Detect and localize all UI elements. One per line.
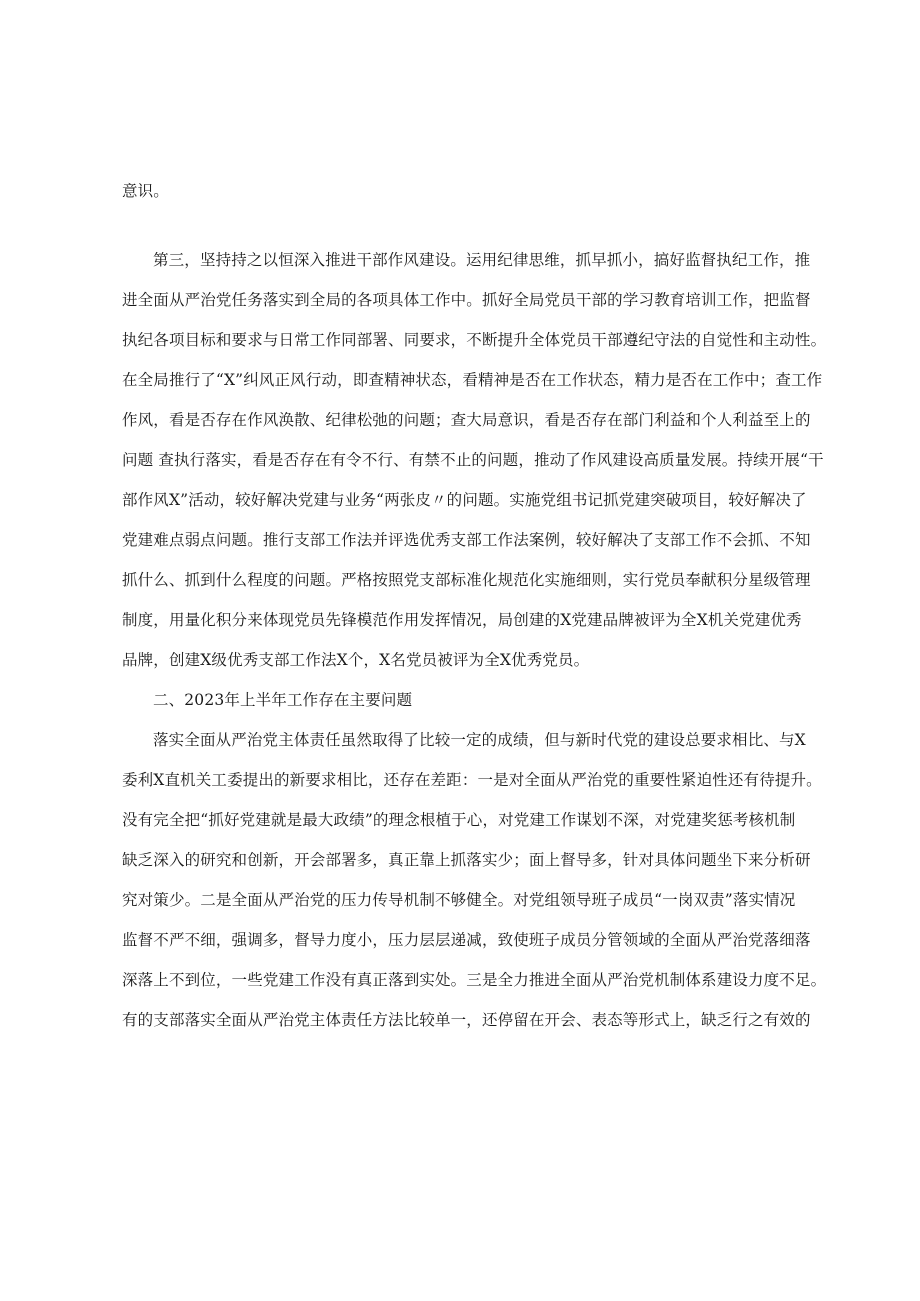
paragraph-first-line: 第三，坚持持之以恒深入推进干部作风建设。运用纪律思维，抓早抓小，搞好监督执纪工作，推 [153, 251, 811, 269]
body-line: 缺乏深入的研究和创新，开会部署多，真正靠上抓落实少；面上督导多，针对具体问题坐下来分析研 [122, 851, 811, 869]
body-line: 没有完全把“抓好党建就是最大政绩”的理念根植于心，对党建工作谋划不深，对党建奖惩考核机制 [122, 811, 796, 829]
body-line: 究对策少。二是全面从严治党的压力传导机制不够健全。对党组领导班子成员“一岗双责”落实情况 [122, 891, 796, 909]
body-line: 制度，用量化积分来体现党员先锋模范作用发挥情况，局创建的X党建品牌被评为全X机关党建优秀 [122, 611, 802, 629]
body-line: 进全面从严治党任务落实到全局的各项具体工作中。抓好全局党员干部的学习教育培训工作，把监督 [122, 291, 811, 309]
body-line: 意识。 [122, 182, 169, 200]
body-line: 在全局推行了“X”纠风正风行动，即查精神状态，看精神是否在工作状态，精力是否在工作中；查工作 [122, 371, 823, 389]
body-line: 执纪各项目标和要求与日常工作同部署、同要求，不断提升全体党员干部遵纪守法的自觉性和主动性。 [122, 331, 827, 349]
body-line: 品牌，创建X级优秀支部工作法X个，X名党员被评为全X优秀党员。 [122, 651, 590, 669]
section-heading: 二、2023年上半年工作存在主要问题 [153, 691, 413, 709]
body-line: 监督不严不细，强调多，督导力度小，压力层层递减，致使班子成员分管领域的全面从严治党落细落 [122, 931, 811, 949]
body-line: 部作风X”活动，较好解决党建与业务“两张皮〃的问题。实施党组书记抓党建突破项目，较好解决了 [122, 491, 807, 509]
body-line: 党建难点弱点问题。推行支部工作法并评选优秀支部工作法案例，较好解决了支部工作不会抓、不知 [122, 531, 811, 549]
body-line: 委利X直机关工委提出的新要求相比，还存在差距：一是对全面从严治党的重要性紧迫性还有待提升。 [122, 771, 822, 789]
body-line: 有的支部落实全面从严治党主体责任方法比较单一，还停留在开会、表态等形式上，缺乏行之有效的 [122, 1011, 811, 1029]
body-line: 作风，看是否存在作风涣散、纪律松弛的问题；查大局意识，看是否存在部门利益和个人利益至上的 [122, 411, 811, 429]
paragraph-first-line: 落实全面从严治党主体责任虽然取得了比较一定的成绩，但与新时代党的建设总要求相比、与X [153, 731, 806, 749]
body-line: 抓什么、抓到什么程度的问题。严格按照党支部标准化规范化实施细则，实行党员奉献积分星级管理 [122, 571, 811, 589]
body-line: 问题 查执行落实，看是否存在有令不行、有禁不止的问题，推动了作风建设高质量发展。持续开展“干 [122, 451, 824, 469]
body-line: 深落上不到位，一些党建工作没有真正落到实处。三是全力推进全面从严治党机制体系建设力度不足。 [122, 971, 827, 989]
